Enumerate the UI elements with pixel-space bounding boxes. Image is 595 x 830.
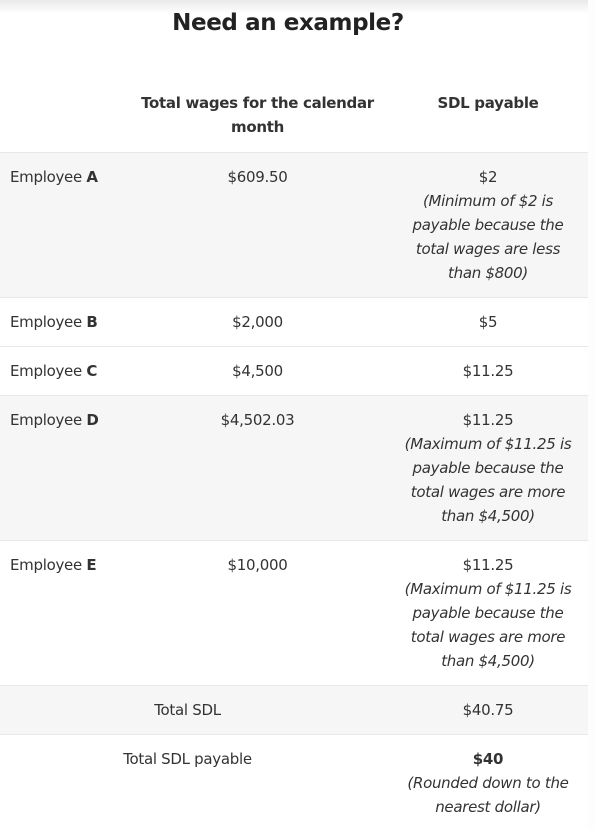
total-payable-label: Total SDL payable (123, 750, 252, 768)
table-row-total-sdl (0, 686, 588, 735)
sdl-note: (Maximum of $11.25 is payable because the total wages are more than $4,500) (404, 580, 572, 670)
table-row-employee-c (0, 347, 588, 396)
sdl-note: (Maximum of $11.25 is payable because the total wages are more than $4,500) (404, 435, 572, 525)
sdl-value-cell (390, 408, 586, 528)
sdl-amount: $2 (478, 168, 498, 186)
total-sdl-label: Total SDL (154, 701, 221, 719)
wages-value: $2,000 (232, 313, 283, 331)
page-title: Need an example? (172, 10, 404, 36)
employee-name: Employee A (10, 168, 98, 186)
employee-name: Employee C (10, 362, 98, 380)
table-row-employee-e (0, 541, 588, 686)
sdl-value-cell (390, 165, 586, 285)
header-total-wages: Total wages for the calendar month (141, 94, 374, 136)
sdl-amount: $11.25 (462, 362, 514, 380)
table-row-employee-b (0, 298, 588, 347)
total-payable-note: (Rounded down to the nearest dollar) (407, 774, 569, 816)
wages-value: $609.50 (227, 168, 288, 186)
total-payable-amount: $40 (472, 750, 504, 768)
wages-value: $4,500 (232, 362, 283, 380)
wages-value: $4,502.03 (220, 411, 295, 429)
total-payable-value-cell (390, 747, 586, 819)
sdl-amount: $5 (478, 313, 498, 331)
sdl-note: (Minimum of $2 is payable because the total wages are less than $800) (412, 192, 564, 282)
header-sdl-payable: SDL payable (437, 94, 539, 112)
right-edge (588, 0, 595, 830)
total-sdl-value: $40.75 (462, 701, 514, 719)
table-row-total-sdl-payable (0, 735, 588, 830)
wages-value: $10,000 (227, 556, 288, 574)
sdl-value-cell (390, 553, 586, 673)
table-row-employee-d (0, 396, 588, 541)
table-row-employee-a (0, 153, 588, 298)
employee-name: Employee B (10, 313, 98, 331)
sdl-amount: $11.25 (462, 411, 514, 429)
sdl-amount: $11.25 (462, 556, 514, 574)
employee-name: Employee D (10, 411, 99, 429)
table-header-row (0, 80, 588, 153)
employee-name: Employee E (10, 556, 97, 574)
